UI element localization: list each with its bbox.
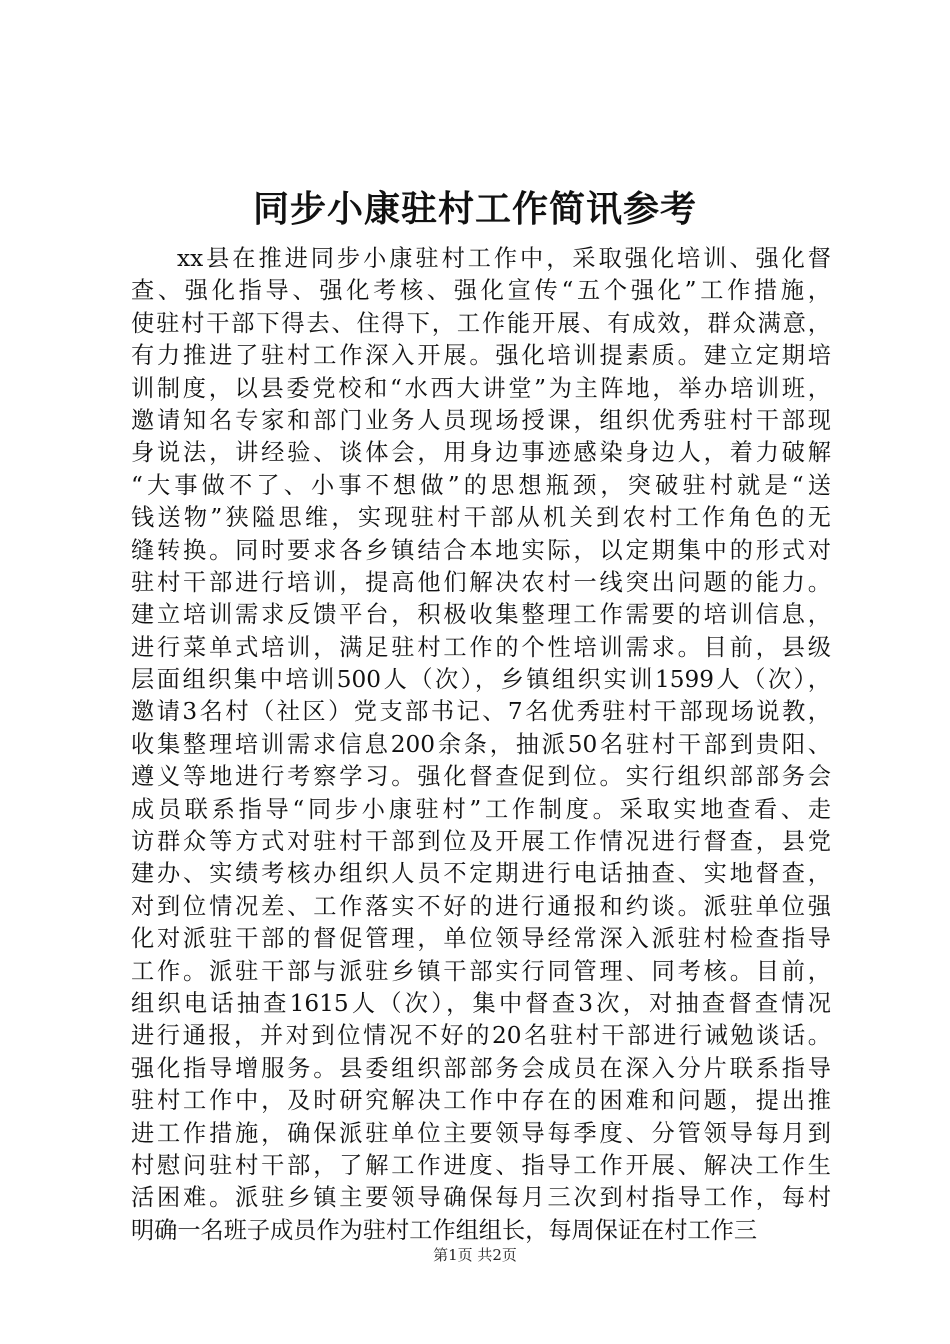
- body-line: 化对派驻干部的督促管理，单位领导经常深入派驻村检查指导: [131, 925, 831, 953]
- body-line: 缝转换。同时要求各乡镇结合本地实际，以定期集中的形式对: [131, 536, 831, 564]
- body-line: “大事做不了、小事不想做”的思想瓶颈，突破驻村就是“送: [131, 471, 831, 499]
- body-line: 钱送物”狭隘思维，实现驻村干部从机关到农村工作角色的无: [131, 504, 831, 532]
- document-title: 同步小康驻村工作简讯参考: [252, 188, 697, 230]
- body-line: 村慰问驻村干部，了解工作进度、指导工作开展、解决工作生: [131, 1151, 831, 1179]
- body-line: 明确一名班子成员作为驻村工作组组长，每周保证在村工作三: [131, 1216, 758, 1244]
- body-line: 进行菜单式培训，满足驻村工作的个性培训需求。目前，县级: [131, 633, 831, 661]
- body-line: xx县在推进同步小康驻村工作中，采取强化培训、强化督: [177, 245, 831, 272]
- body-line: 进行通报，并对到位情况不好的20名驻村干部进行诫勉谈话。: [131, 1022, 831, 1050]
- body-line: 工作。派驻干部与派驻乡镇干部实行同管理、同考核。目前，: [131, 957, 831, 985]
- body-line: 层面组织集中培训500人（次），乡镇组织实训1599人（次），: [131, 666, 831, 694]
- document-body: [131, 243, 831, 1247]
- body-line: 活困难。派驻乡镇主要领导确保每月三次到村指导工作，每村: [131, 1184, 831, 1212]
- body-line: 邀请知名专家和部门业务人员现场授课，组织优秀驻村干部现: [131, 406, 831, 434]
- body-line: 驻村干部进行培训，提高他们解决农村一线突出问题的能力。: [131, 568, 831, 596]
- body-line: 邀请3名村（社区）党支部书记、7名优秀驻村干部现场说教，: [131, 698, 831, 726]
- body-line: 查、强化指导、强化考核、强化宣传“五个强化”工作措施，: [131, 277, 831, 305]
- body-line: 进工作措施，确保派驻单位主要领导每季度、分管领导每月到: [131, 1119, 831, 1147]
- body-line: 成员联系指导“同步小康驻村”工作制度。采取实地查看、走: [131, 795, 831, 823]
- body-line: 组织电话抽查1615人（次），集中督查3次，对抽查督查情况: [131, 989, 831, 1017]
- body-line: 对到位情况差、工作落实不好的进行通报和约谈。派驻单位强: [131, 892, 831, 920]
- body-line: 建办、实绩考核办组织人员不定期进行电话抽查、实地督查，: [131, 860, 831, 888]
- body-line: 访群众等方式对驻村干部到位及开展工作情况进行督查，县党: [131, 828, 831, 856]
- body-line: 身说法，讲经验、谈体会，用身边事迹感染身边人，着力破解: [131, 439, 831, 467]
- body-line: 强化指导增服务。县委组织部部务会成员在深入分片联系指导: [131, 1054, 831, 1082]
- body-line: 收集整理培训需求信息200余条，抽派50名驻村干部到贵阳、: [131, 730, 831, 758]
- body-line: 有力推进了驻村工作深入开展。强化培训提素质。建立定期培: [131, 342, 831, 370]
- body-line: 遵义等地进行考察学习。强化督查促到位。实行组织部部务会: [131, 763, 831, 791]
- body-line: 使驻村干部下得去、住得下，工作能开展、有成效，群众满意，: [131, 309, 831, 337]
- page-footer: 第1页 共2页: [433, 1246, 517, 1264]
- body-line: 训制度，以县委党校和“水西大讲堂”为主阵地，举办培训班，: [131, 374, 831, 402]
- body-line: 驻村工作中，及时研究解决工作中存在的困难和问题，提出推: [131, 1087, 831, 1115]
- body-line: 建立培训需求反馈平台，积极收集整理工作需要的培训信息，: [131, 601, 831, 629]
